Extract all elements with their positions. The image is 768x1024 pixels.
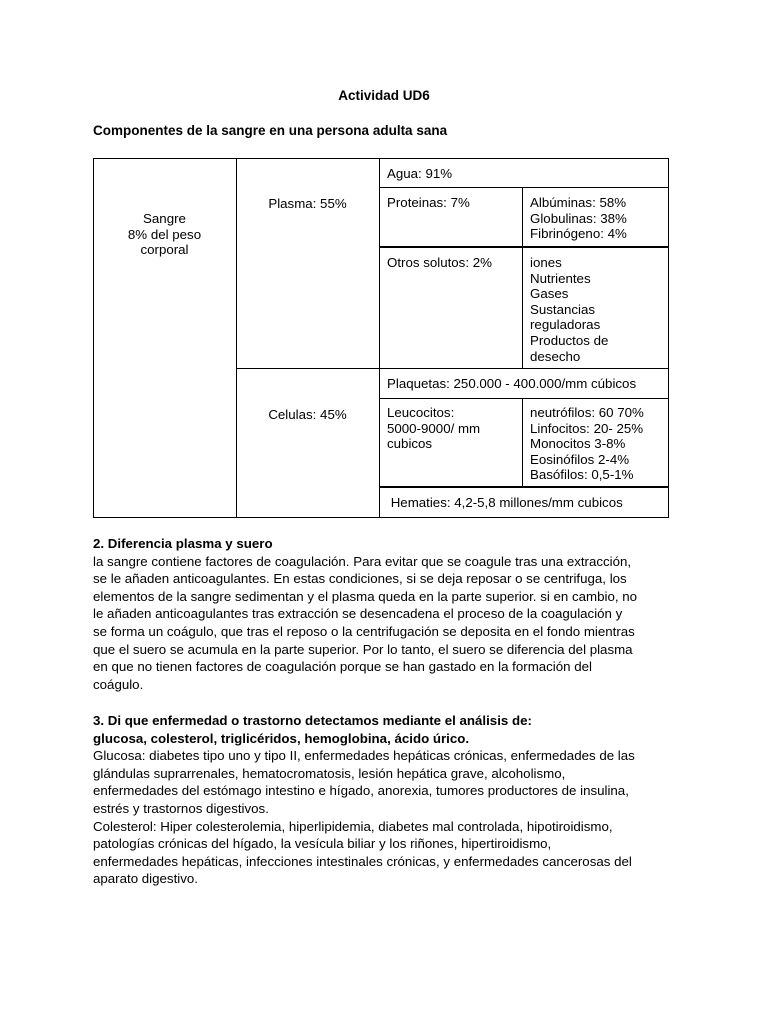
paragraph-line: patologías crónicas del hígado, la vesícula biliar y los riñones, hipertiroidismo,	[93, 836, 552, 852]
row-divider	[379, 246, 669, 248]
paragraph-line: enfermedades del estómago intestino e hígado, anorexia, tumores productores de insulina,	[93, 783, 629, 799]
table-border-top	[93, 158, 669, 159]
paragraph-line: elementos de la sangre sedimentan y el plasma queda en la parte superior. si en cambio, no	[93, 588, 638, 604]
section-heading-continued: glucosa, colesterol, triglicéridos, hemoglobina, ácido úrico.	[93, 730, 470, 746]
row-divider	[236, 368, 669, 369]
paragraph-line: estrés y trastornos digestivos.	[93, 800, 269, 816]
paragraph-line: glándulas suprarrenales, hematocromatosis, lesión hepática grave, alcoholismo,	[93, 765, 566, 781]
section-analisis	[93, 712, 678, 888]
table-border-right	[668, 158, 669, 518]
paragraph-line: Glucosa: diabetes tipo uno y tipo II, enfermedades hepáticas crónicas, enfermedades de las	[93, 748, 635, 764]
paragraph-line: aparato digestivo.	[93, 871, 198, 887]
row-divider	[379, 486, 669, 488]
row-divider	[379, 187, 669, 188]
column-divider	[522, 398, 523, 487]
paragraph-line: se le añaden anticoagulantes. En estas condiciones, si se deja reposar o se centrifuga, los	[93, 571, 627, 587]
document-title: Actividad UD6	[338, 88, 430, 103]
column-divider	[522, 188, 523, 368]
paragraph-line: la sangre contiene factores de coagulación. Para evitar que se coagule tras una extracción,	[93, 553, 632, 569]
column-divider	[379, 158, 380, 518]
paragraph-line: se forma un coágulo, que tras el reposo o la centrifugación se deposita en el fondo mientras	[93, 623, 635, 639]
cell-agua: Agua: 91%	[387, 166, 453, 181]
paragraph-line: le añaden anticoagulantes tras extracción se desencadena el proceso de la coagulación y	[93, 606, 623, 622]
cell-plaquetas: Plaquetas: 250.000 - 400.000/mm cúbicos	[387, 376, 637, 391]
paragraph-line: Colesterol: Hiper colesterolemia, hiperlipidemia, diabetes mal controlada, hipotiroidismo,	[93, 818, 613, 834]
cell-plasma: Plasma: 55%	[268, 196, 347, 211]
cell-otros-detail: iones Nutrientes Gases Sustancias reguladoras Productos de desecho	[530, 255, 609, 364]
column-divider	[236, 158, 237, 518]
row-divider	[379, 398, 669, 399]
paragraph-line: coágulo.	[93, 676, 144, 692]
cell-sangre: Sangre 8% del peso corporal	[127, 211, 202, 258]
paragraph-line: enfermedades hepáticas, infecciones intestinales crónicas, y enfermedades cancerosas del	[93, 853, 632, 869]
blood-components-table	[93, 158, 669, 518]
cell-proteinas: Proteinas: 7%	[387, 195, 470, 210]
section-heading: 3. Di que enfermedad o trastorno detectamos mediante el análisis de:	[93, 713, 532, 728]
cell-leucocitos-detail: neutrófilos: 60 70% Linfocitos: 20- 25% Monocitos 3-8% Eosinófilos 2-4% Basófilos: 0,5-1%	[530, 405, 644, 483]
cell-otros-solutos: Otros solutos: 2%	[387, 255, 492, 270]
paragraph-line: que el suero se acumula en la parte superior. Por lo tanto, el suero se diferencia del plasma	[93, 641, 633, 657]
cell-proteinas-detail: Albúminas: 58% Globulinas: 38% Fibrinógeno: 4%	[530, 195, 627, 242]
cell-celulas: Celulas: 45%	[268, 407, 347, 422]
cell-hematies: Hematies: 4,2-5,8 millones/mm cubicos	[387, 495, 623, 510]
section-heading: 2. Diferencia plasma y suero	[93, 536, 273, 551]
table-border-bottom	[93, 517, 669, 518]
section-plasma-suero	[93, 535, 678, 693]
paragraph-line: en que no tienen factores de coagulación porque se han gastado en la formación del	[93, 659, 592, 675]
document-subtitle: Componentes de la sangre en una persona adulta sana	[93, 123, 448, 138]
cell-leucocitos: Leucocitos: 5000-9000/ mm cubicos	[387, 405, 481, 452]
